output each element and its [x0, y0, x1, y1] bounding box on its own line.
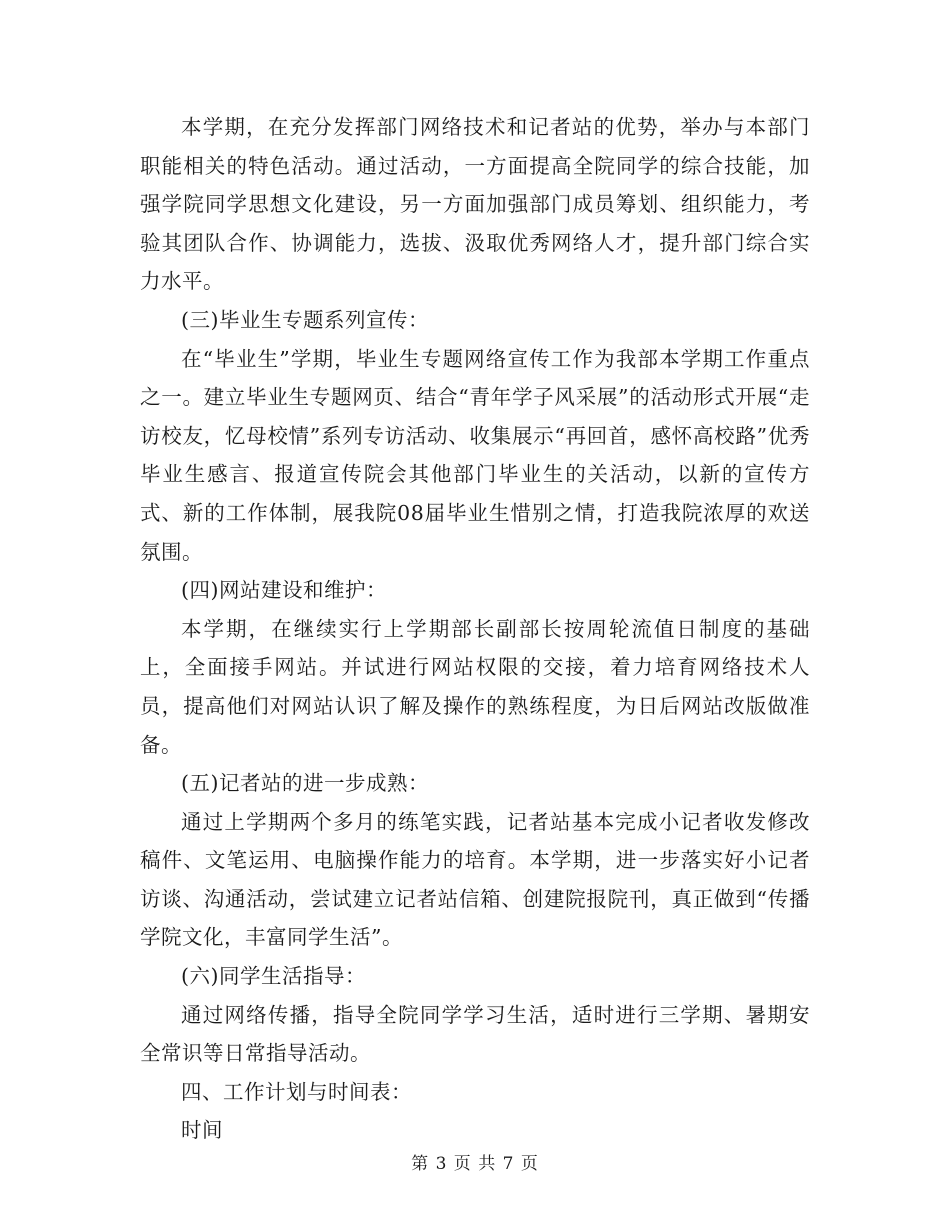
heading-graduate-publicity: (三)毕业生专题系列宣传： [181, 307, 429, 332]
paragraph-graduate-publicity: 在“毕业生”学期，毕业生专题网络宣传工作为我部本学期工作重点之一。建立毕业生专题网页、结合“青年学子风采展”的活动形式开展“走访校友，忆母校情”系列专访活动、收集展示“再回首，感怀高校路”优秀毕业生感言、报道宣传院会其他部门毕业生的关活动，以新的宣传方式、新的工作体制，展我院08届毕业生惜别之情，打造我院浓厚的欢送氛围。 [140, 346, 810, 564]
heading-website-maintenance: (四)网站建设和维护： [181, 578, 387, 603]
heading-work-plan: 四、工作计划与时间表： [181, 1079, 412, 1104]
paragraph-student-life: 通过网络传播，指导全院同学学习生活，适时进行三学期、暑期安全常识等日常指导活动。 [140, 1002, 810, 1066]
heading-time: 时间 [181, 1118, 223, 1143]
heading-student-life: (六)同学生活指导： [181, 964, 366, 989]
heading-reporter-station: (五)记者站的进一步成熟： [181, 771, 429, 796]
page-number-footer: 第 3 页 共 7 页 [411, 1154, 539, 1174]
paragraph-activities: 本学期，在充分发挥部门网络技术和记者站的优势，举办与本部门职能相关的特色活动。通过活动，一方面提高全院同学的综合技能，加强学院同学思想文化建设，另一方面加强部门成员筹划、组织能力，考验其团队合作、协调能力，选拔、汲取优秀网络人才，提升部门综合实力水平。 [140, 115, 810, 294]
document-body [140, 108, 810, 1150]
paragraph-website-maintenance: 本学期，在继续实行上学期部长副部长按周轮流值日制度的基础上，全面接手网站。并试进行网站权限的交接，着力培育网络技术人员，提高他们对网站认识了解及操作的熟练程度，为日后网站改版做准备。 [140, 616, 810, 757]
paragraph-reporter-station: 通过上学期两个多月的练笔实践，记者站基本完成小记者收发修改稿件、文笔运用、电脑操作能力的培育。本学期，进一步落实好小记者访谈、沟通活动，尝试建立记者站信箱、创建院报院刊，真正做到“传播学院文化，丰富同学生活”。 [140, 809, 810, 950]
